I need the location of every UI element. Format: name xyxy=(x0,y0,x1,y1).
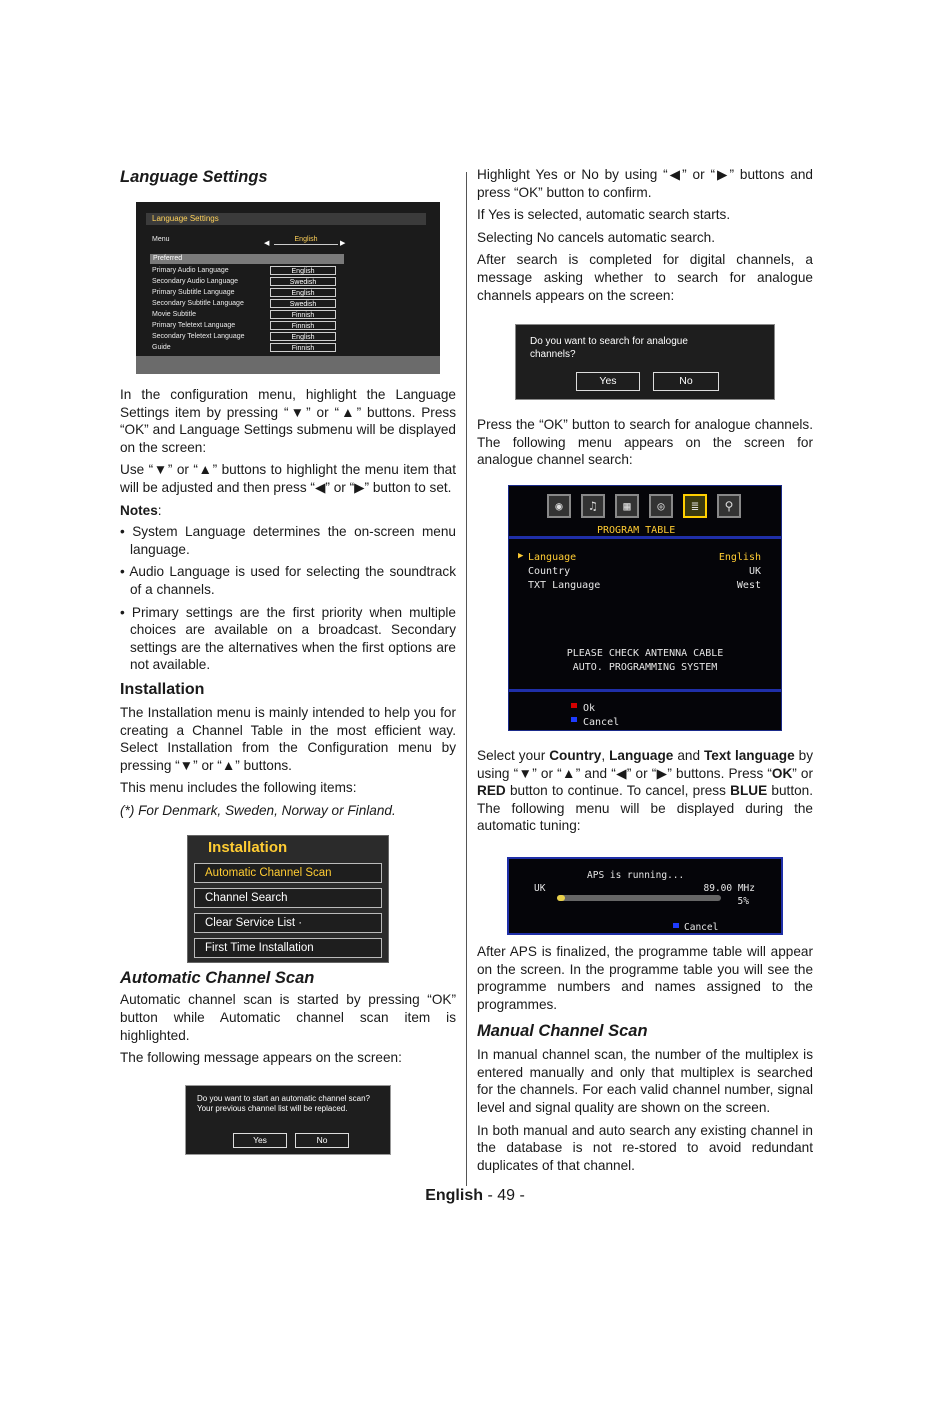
language-settings-screenshot xyxy=(136,202,440,374)
paragraph: Press the “OK” button to search for analogue channels. The following menu appears on the screen for analogue channel search: xyxy=(477,417,813,468)
aps-cancel-label: Cancel xyxy=(684,921,719,933)
column-divider xyxy=(466,172,467,1186)
aps-country: UK xyxy=(534,882,546,894)
camera-icon: ◉ xyxy=(547,494,571,518)
page-footer xyxy=(0,1187,950,1205)
lang-row-label: Primary Audio Language xyxy=(152,267,229,274)
bullet-item: • Primary settings are the first priority when multiple choices are available on a broadcast. Secondary settings are the alternatives when the first options are not available. xyxy=(120,604,456,673)
paragraph: In manual channel scan, the number of the multiplex is entered manually and only that multiplex is searched for the channels. For each valid channel number, signal level and signal quality are shown on the screen. xyxy=(477,1047,813,1116)
paragraph: In both manual and auto search any existing channel in the database is not re-stored to avoid redundant duplicates of that channel. xyxy=(477,1122,813,1173)
list-icon: ≣ xyxy=(683,494,707,518)
bold-term: Text language xyxy=(704,747,795,763)
program-table-message: PLEASE CHECK ANTENNA CABLE xyxy=(566,647,724,659)
installation-menu-item: Clear Service List · xyxy=(194,913,382,933)
bold-term: OK xyxy=(771,765,793,781)
picture-icon: ▦ xyxy=(615,494,639,518)
left-arrow-icon: ◀ xyxy=(264,240,270,247)
paragraph: Automatic channel scan is started by pressing “OK” button while Automatic channel scan item is highlighted. xyxy=(120,992,456,1043)
notes-label: Notes xyxy=(120,502,158,518)
lang-row-value: English xyxy=(270,288,336,297)
paragraph: The Installation menu is mainly intended to help you for creating a Channel Table in the most efficient way. Select Installation from the Configuration menu by pressing “▼” or “▲” buttons. xyxy=(120,704,456,773)
lang-menu-label: Menu xyxy=(152,236,170,243)
divider xyxy=(509,689,781,692)
ok-key-label: Ok xyxy=(583,702,596,714)
bold-term: RED xyxy=(477,783,506,799)
installation-menu-item: Automatic Channel Scan xyxy=(194,863,382,883)
lang-row-value: Swedish xyxy=(270,299,336,308)
notes-heading xyxy=(120,502,456,520)
installation-menu-item: Channel Search xyxy=(194,888,382,908)
bold-term: Language xyxy=(609,747,674,763)
auto-scan-dialog-message: Do you want to start an automatic channel scan? Your previous channel list will be replaced. xyxy=(197,1093,370,1113)
lang-row-label: Secondary Teletext Language xyxy=(152,333,245,340)
red-key-icon xyxy=(571,703,577,708)
right-arrow-icon: ▶ xyxy=(340,240,346,247)
paragraph: If Yes is selected, automatic search starts. xyxy=(477,207,731,223)
lang-row-label: Movie Subtitle xyxy=(152,311,196,318)
divider xyxy=(509,536,781,539)
program-table-title: PROGRAM TABLE xyxy=(597,524,676,536)
paragraph: After APS is finalized, the programme table will appear on the screen. In the programme table you will see the programme numbers and names assigned to the programmes. xyxy=(477,943,813,1012)
left-column xyxy=(120,166,456,1155)
lang-row-label: Primary Teletext Language xyxy=(152,322,236,329)
lang-row-value: Finnish xyxy=(270,310,336,319)
heading-automatic-channel-scan: Automatic Channel Scan xyxy=(120,969,315,988)
lang-row-value: English xyxy=(270,266,336,275)
heading-language-settings: Language Settings xyxy=(120,168,268,186)
lang-row-label: Guide xyxy=(152,344,171,351)
bold-term: BLUE xyxy=(730,783,768,799)
aps-progress-bar xyxy=(557,895,721,901)
analogue-dialog-message: Do you want to search for analogue channels? xyxy=(530,336,688,361)
lang-preferred-bar: Preferred xyxy=(150,254,344,264)
page-number: - 49 - xyxy=(487,1187,525,1204)
bullet-item: • System Language determines the on-screen menu language. xyxy=(120,524,456,557)
installation-menu-screenshot xyxy=(187,835,389,963)
paragraph-note: (*) For Denmark, Sweden, Norway or Finland. xyxy=(120,802,396,818)
right-column xyxy=(477,166,813,1179)
blue-key-icon xyxy=(571,717,577,722)
aps-title: APS is running... xyxy=(587,869,685,881)
program-table-row-label: Language xyxy=(528,551,577,563)
program-table-row-label: Country xyxy=(528,565,571,577)
program-table-row-value: English xyxy=(718,551,761,563)
program-table-row-value: UK xyxy=(748,565,761,577)
paragraph: After search is completed for digital channels, a message asking whether to search for analogue channels appears on the screen: xyxy=(477,252,813,303)
aps-progress-fill xyxy=(557,895,565,901)
bold-term: Country xyxy=(549,747,602,763)
lang-row-label: Secondary Audio Language xyxy=(152,278,239,285)
notes-colon: : xyxy=(157,502,162,518)
footer-language: English xyxy=(425,1187,483,1204)
lang-screen-footer xyxy=(136,356,440,374)
installation-menu-item: First Time Installation xyxy=(194,938,382,958)
lang-menu-value: English xyxy=(274,235,338,245)
lang-row-value: Swedish xyxy=(270,277,336,286)
program-table-screenshot xyxy=(508,485,782,731)
program-table-message: AUTO. PROGRAMMING SYSTEM xyxy=(572,661,718,673)
dialog-no-button: No xyxy=(653,372,719,391)
lang-row-value: Finnish xyxy=(270,343,336,352)
paragraph: Select your Country, Language and Text language by using “▼” or “▲” and “◀” or “▶” buttons. Press “OK” or RED button to continue. To cancel, press BLUE button. The following menu will be displayed during the automatic tuning: xyxy=(477,747,814,834)
blue-key-icon xyxy=(673,923,679,928)
lang-row-label: Primary Subtitle Language xyxy=(152,289,235,296)
lang-row-value: English xyxy=(270,332,336,341)
auto-scan-dialog-screenshot xyxy=(185,1085,391,1155)
lang-row-label: Secondary Subtitle Language xyxy=(152,300,244,307)
disc-icon: ◎ xyxy=(649,494,673,518)
selection-arrow-icon: ▶ xyxy=(518,550,524,561)
paragraph: Selecting No cancels automatic search. xyxy=(477,229,716,245)
dialog-yes-button: Yes xyxy=(233,1133,287,1148)
music-icon: ♫ xyxy=(581,494,605,518)
dialog-no-button: No xyxy=(295,1133,349,1148)
paragraph: This menu includes the following items: xyxy=(120,780,357,796)
program-table-row-label: TXT Language xyxy=(528,579,601,591)
lang-row-value: Finnish xyxy=(270,321,336,330)
paragraph: Highlight Yes or No by using “◀” or “▶” buttons and press “OK” button to confirm. xyxy=(477,167,813,200)
aps-frequency: 89.00 MHz xyxy=(703,882,755,894)
dialog-yes-button: Yes xyxy=(576,372,640,391)
satellite-icon: ⚲ xyxy=(717,494,741,518)
paragraph: Use “▼” or “▲” buttons to highlight the menu item that will be adjusted and then press “◀” or “▶” button to set. xyxy=(120,462,456,495)
aps-percent: 5% xyxy=(737,895,749,907)
heading-installation: Installation xyxy=(120,680,205,698)
bullet-item: • Audio Language is used for selecting the soundtrack of a channels. xyxy=(120,564,456,597)
paragraph: The following message appears on the screen: xyxy=(120,1050,402,1066)
paragraph: In the configuration menu, highlight the Language Settings item by pressing “▼” or “▲” buttons. Press “OK” and Language Settings submenu will be displayed on the screen: xyxy=(120,387,456,455)
analogue-search-dialog-screenshot xyxy=(515,324,775,400)
lang-screen-title: Language Settings xyxy=(146,213,426,225)
heading-manual-channel-scan: Manual Channel Scan xyxy=(477,1022,648,1041)
aps-progress-screenshot xyxy=(507,857,783,935)
cancel-key-label: Cancel xyxy=(583,716,620,728)
program-table-row-value: West xyxy=(736,579,761,591)
installation-menu-title: Installation xyxy=(208,839,288,857)
